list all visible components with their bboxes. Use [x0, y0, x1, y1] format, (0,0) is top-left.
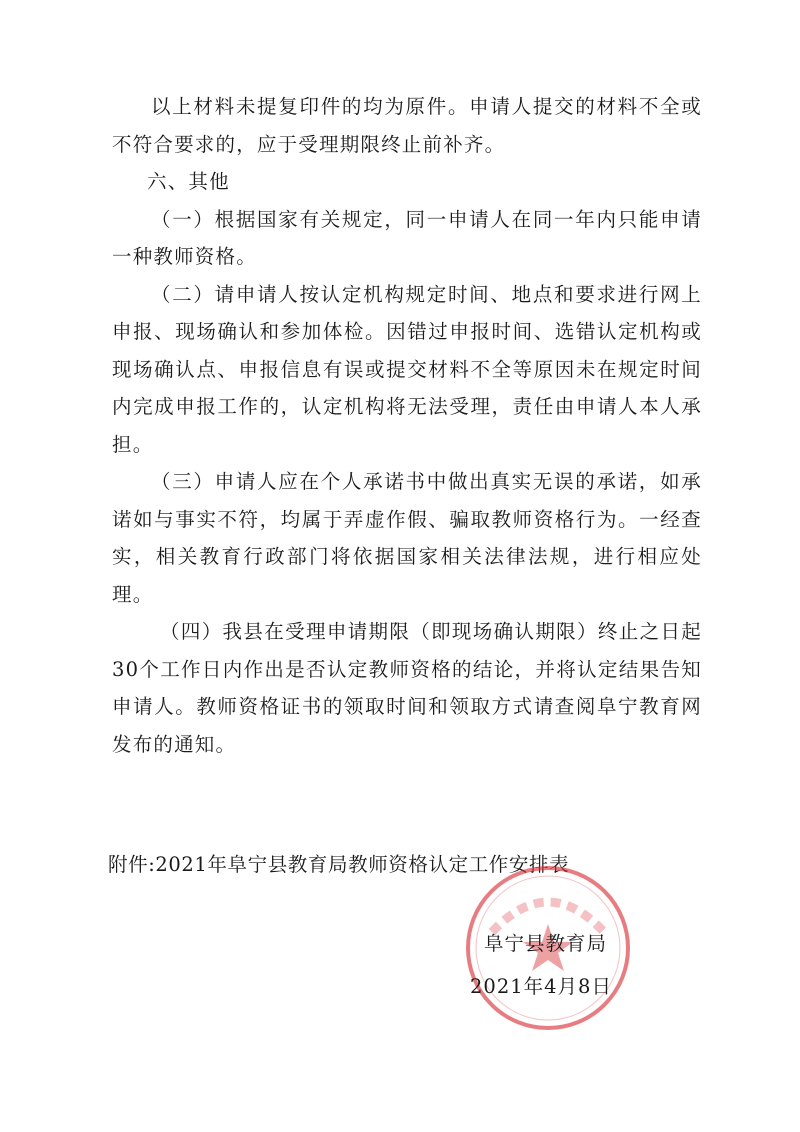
issue-date: 2021年4月8日 [470, 975, 612, 998]
section-heading-other: 六、其他 [147, 170, 230, 193]
paragraph-item-1: （一）根据国家有关规定，同一申请人在同一年内只能申请一种教师资格。 [112, 207, 702, 268]
paragraph-item-2: （二）请申请人按认定机构规定时间、地点和要求进行网上申报、现场确认和参加体检。因错过申报时间、选错认定机构或现场确认点、申报信息有误或提交材料不全等原因未在规定时间内完成申报工作的，认定机构将无法受理，责任由申请人本人承担。 [112, 282, 702, 456]
paragraph-item-3: （三）申请人应在个人承诺书中做出真实无误的承诺，如承诺如与事实不符，均属于弄虚作假、骗取教师资格行为。一经查实，相关教育行政部门将依据国家相关法律法规，进行相应处理。 [112, 470, 702, 606]
issuer-name: 阜宁县教育局 [484, 932, 608, 955]
attachment-line: 附件:2021年阜宁县教育局教师资格认定工作安排表 [108, 853, 570, 876]
paragraph-materials-note: 以上材料未提复印件的均为原件。申请人提交的材料不全或不符合要求的，应于受理期限终止前补齐。 [112, 95, 702, 156]
document-body [112, 88, 702, 763]
paragraph-item-4: （四）我县在受理申请期限（即现场确认期限）终止之日起30个工作日内作出是否认定教师资格的结论，并将认定结果告知申请人。教师资格证书的领取时间和领取方式请查阅阜宁教育网发布的通知。 [112, 620, 702, 756]
